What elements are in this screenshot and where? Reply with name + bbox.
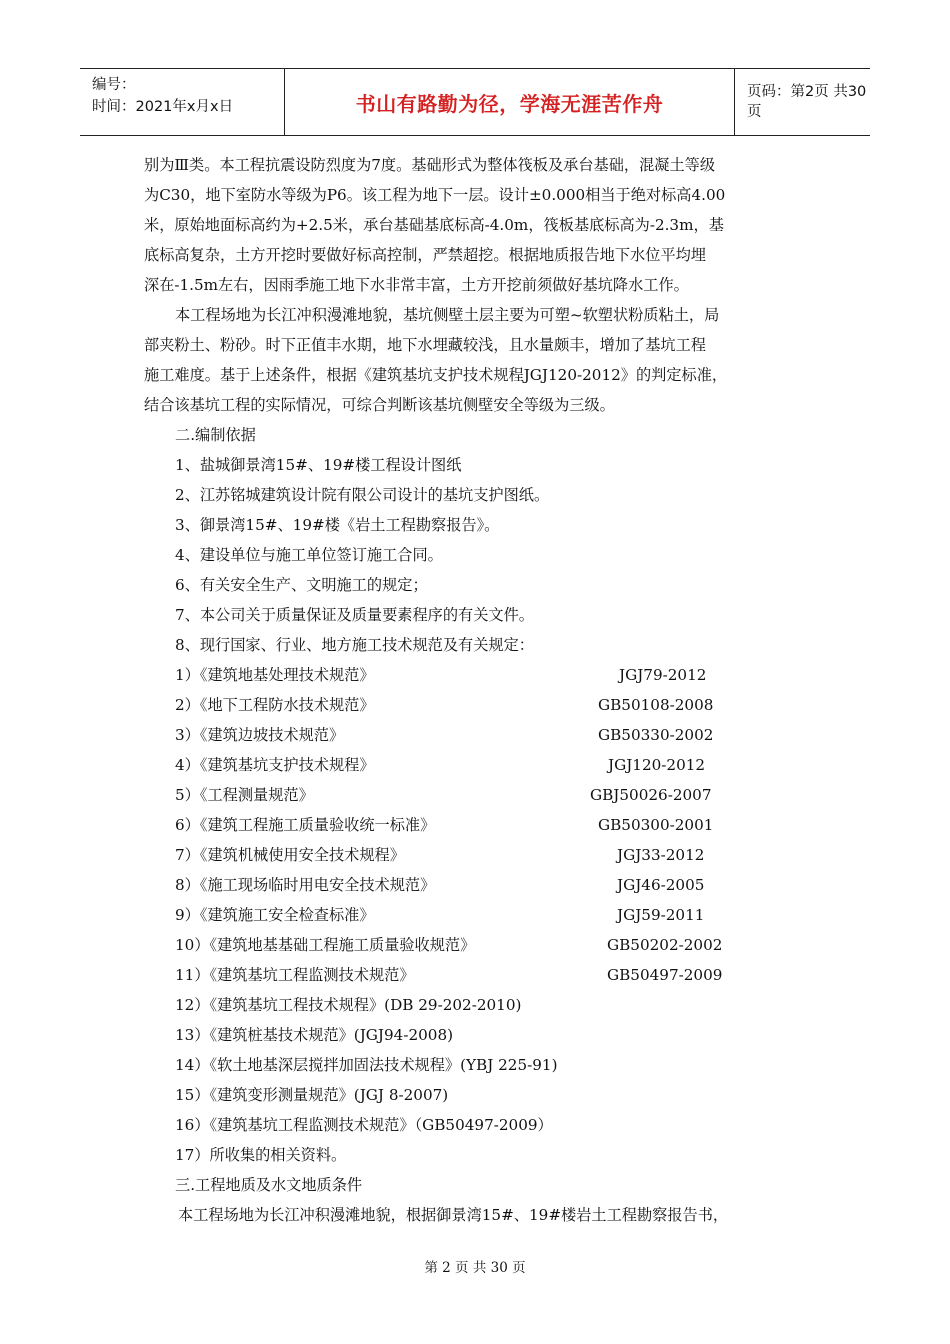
list-item: 6、有关安全生产、文明施工的规定； <box>175 576 428 594</box>
header-page-label: 页码：第2页 共30页 <box>747 84 867 120</box>
standard-name: 8）《施工现场临时用电安全技术规范》 <box>175 876 436 894</box>
standard-row <box>144 930 814 960</box>
list-item: 4、建设单位与施工单位签订施工合同。 <box>175 546 443 564</box>
standard-inline: 14）《软土地基深层搅拌加固法技术规程》(YBJ 225-91) <box>175 1056 558 1074</box>
standard-name: 5）《工程测量规范》 <box>175 786 314 804</box>
standard-code: JGJ33-2012 <box>617 846 705 864</box>
standard-name: 7）《建筑机械使用安全技术规程》 <box>175 846 405 864</box>
standard-inline: 17）所收集的相关资料。 <box>175 1146 347 1164</box>
list-item: 1、盐城御景湾15#、19#楼工程设计图纸 <box>175 456 462 474</box>
header-page-cell <box>735 69 870 135</box>
text-line: 本工程场地为长江冲积漫滩地貌，基坑侧壁土层主要为可塑~软塑状粉质粘土，局 <box>175 306 720 324</box>
text-line: 深在-1.5m左右，因雨季施工地下水非常丰富，土方开挖前须做好基坑降水工作。 <box>144 276 689 294</box>
paragraph-2 <box>144 300 814 420</box>
standard-code: JGJ120-2012 <box>608 756 706 774</box>
text-line: 结合该基坑工程的实际情况，可综合判断该基坑侧壁安全等级为三级。 <box>144 396 615 414</box>
standard-inline: 15）《建筑变形测量规范》(JGJ 8-2007) <box>175 1086 449 1104</box>
standard-name: 10）《建筑地基基础工程施工质量验收规范》 <box>175 936 476 954</box>
standard-name: 11）《建筑基坑工程监测技术规范》 <box>175 966 415 984</box>
standard-name: 2）《地下工程防水技术规范》 <box>175 696 375 714</box>
standard-row <box>144 960 814 990</box>
standard-inline: 16）《建筑基坑工程监测技术规范》（GB50497-2009） <box>175 1116 553 1134</box>
standard-row <box>144 840 814 870</box>
standard-row <box>144 690 814 720</box>
standard-name: 6）《建筑工程施工质量验收统一标准》 <box>175 816 436 834</box>
header-motto-cell <box>285 69 735 135</box>
standard-name: 1）《建筑地基处理技术规范》 <box>175 666 375 684</box>
standard-code: JGJ46-2005 <box>617 876 705 894</box>
standard-code: GBJ50026-2007 <box>590 786 712 804</box>
section-heading-geology: 三.工程地质及水文地质条件 <box>175 1176 363 1194</box>
standard-name: 3）《建筑边坡技术规范》 <box>175 726 345 744</box>
standard-code: GB50497-2009 <box>607 966 723 984</box>
standard-row <box>144 780 814 810</box>
standard-inline: 12）《建筑基坑工程技术规程》(DB 29-202-2010) <box>175 996 522 1014</box>
standard-code: JGJ79-2012 <box>619 666 707 684</box>
standard-row <box>144 720 814 750</box>
doc-time-label: 时间：2021年x月x日 <box>92 99 234 115</box>
standard-code: GB50300-2001 <box>598 816 714 834</box>
header-motto: 书山有路勤为径，学海无涯苦作舟 <box>355 91 664 116</box>
standard-row <box>144 660 814 690</box>
standard-inline: 13）《建筑桩基技术规范》(JGJ94-2008) <box>175 1026 454 1044</box>
text-line: 底标高复杂，土方开挖时要做好标高控制，严禁超挖。根据地质报告地下水位平均埋 <box>144 246 706 264</box>
page-header <box>80 68 870 136</box>
list-item: 7、本公司关于质量保证及质量要素程序的有关文件。 <box>175 606 534 624</box>
text-line: 米，原始地面标高约为+2.5米，承台基础基底标高-4.0m，筏板基底标高为-2.3m，基 <box>144 216 724 234</box>
standard-name: 4）《建筑基坑支护技术规程》 <box>175 756 375 774</box>
standard-row <box>144 810 814 840</box>
standard-row <box>144 900 814 930</box>
section-heading-basis: 二.编制依据 <box>175 426 256 444</box>
page-footer: 第 2 页 共 30 页 <box>424 1260 526 1276</box>
list-item: 8、现行国家、行业、地方施工技术规范及有关规定： <box>175 636 534 654</box>
standard-code: GB50108-2008 <box>598 696 714 714</box>
list-item: 2、江苏铭城建筑设计院有限公司设计的基坑支护图纸。 <box>175 486 550 504</box>
header-meta <box>80 69 285 135</box>
standard-code: GB50330-2002 <box>598 726 714 744</box>
standard-row <box>144 750 814 780</box>
text-line: 为C30，地下室防水等级为P6。该工程为地下一层。设计±0.000相当于绝对标高4.00 <box>144 186 726 204</box>
list-item: 3、御景湾15#、19#楼《岩土工程勘察报告》。 <box>175 516 500 534</box>
document-body <box>144 150 814 1230</box>
text-line: 施工难度。基于上述条件，根据《建筑基坑支护技术规程JGJ120-2012》的判定标准， <box>144 366 728 384</box>
standard-name: 9）《建筑施工安全检查标准》 <box>175 906 375 924</box>
paragraph-1 <box>144 150 814 300</box>
text-line: 别为Ⅲ类。本工程抗震设防烈度为7度。基础形式为整体筏板及承台基础，混凝土等级 <box>144 156 716 174</box>
standard-code: JGJ59-2011 <box>617 906 705 924</box>
text-line: 部夹粉土、粉砂。时下正值丰水期，地下水埋藏较浅，且水量颇丰，增加了基坑工程 <box>144 336 706 354</box>
standard-row <box>144 870 814 900</box>
text-line: 本工程场地为长江冲积漫滩地貌，根据御景湾15#、19#楼岩土工程勘察报告书， <box>178 1206 729 1224</box>
doc-number-label: 编号： <box>92 77 136 93</box>
standard-code: GB50202-2002 <box>607 936 723 954</box>
